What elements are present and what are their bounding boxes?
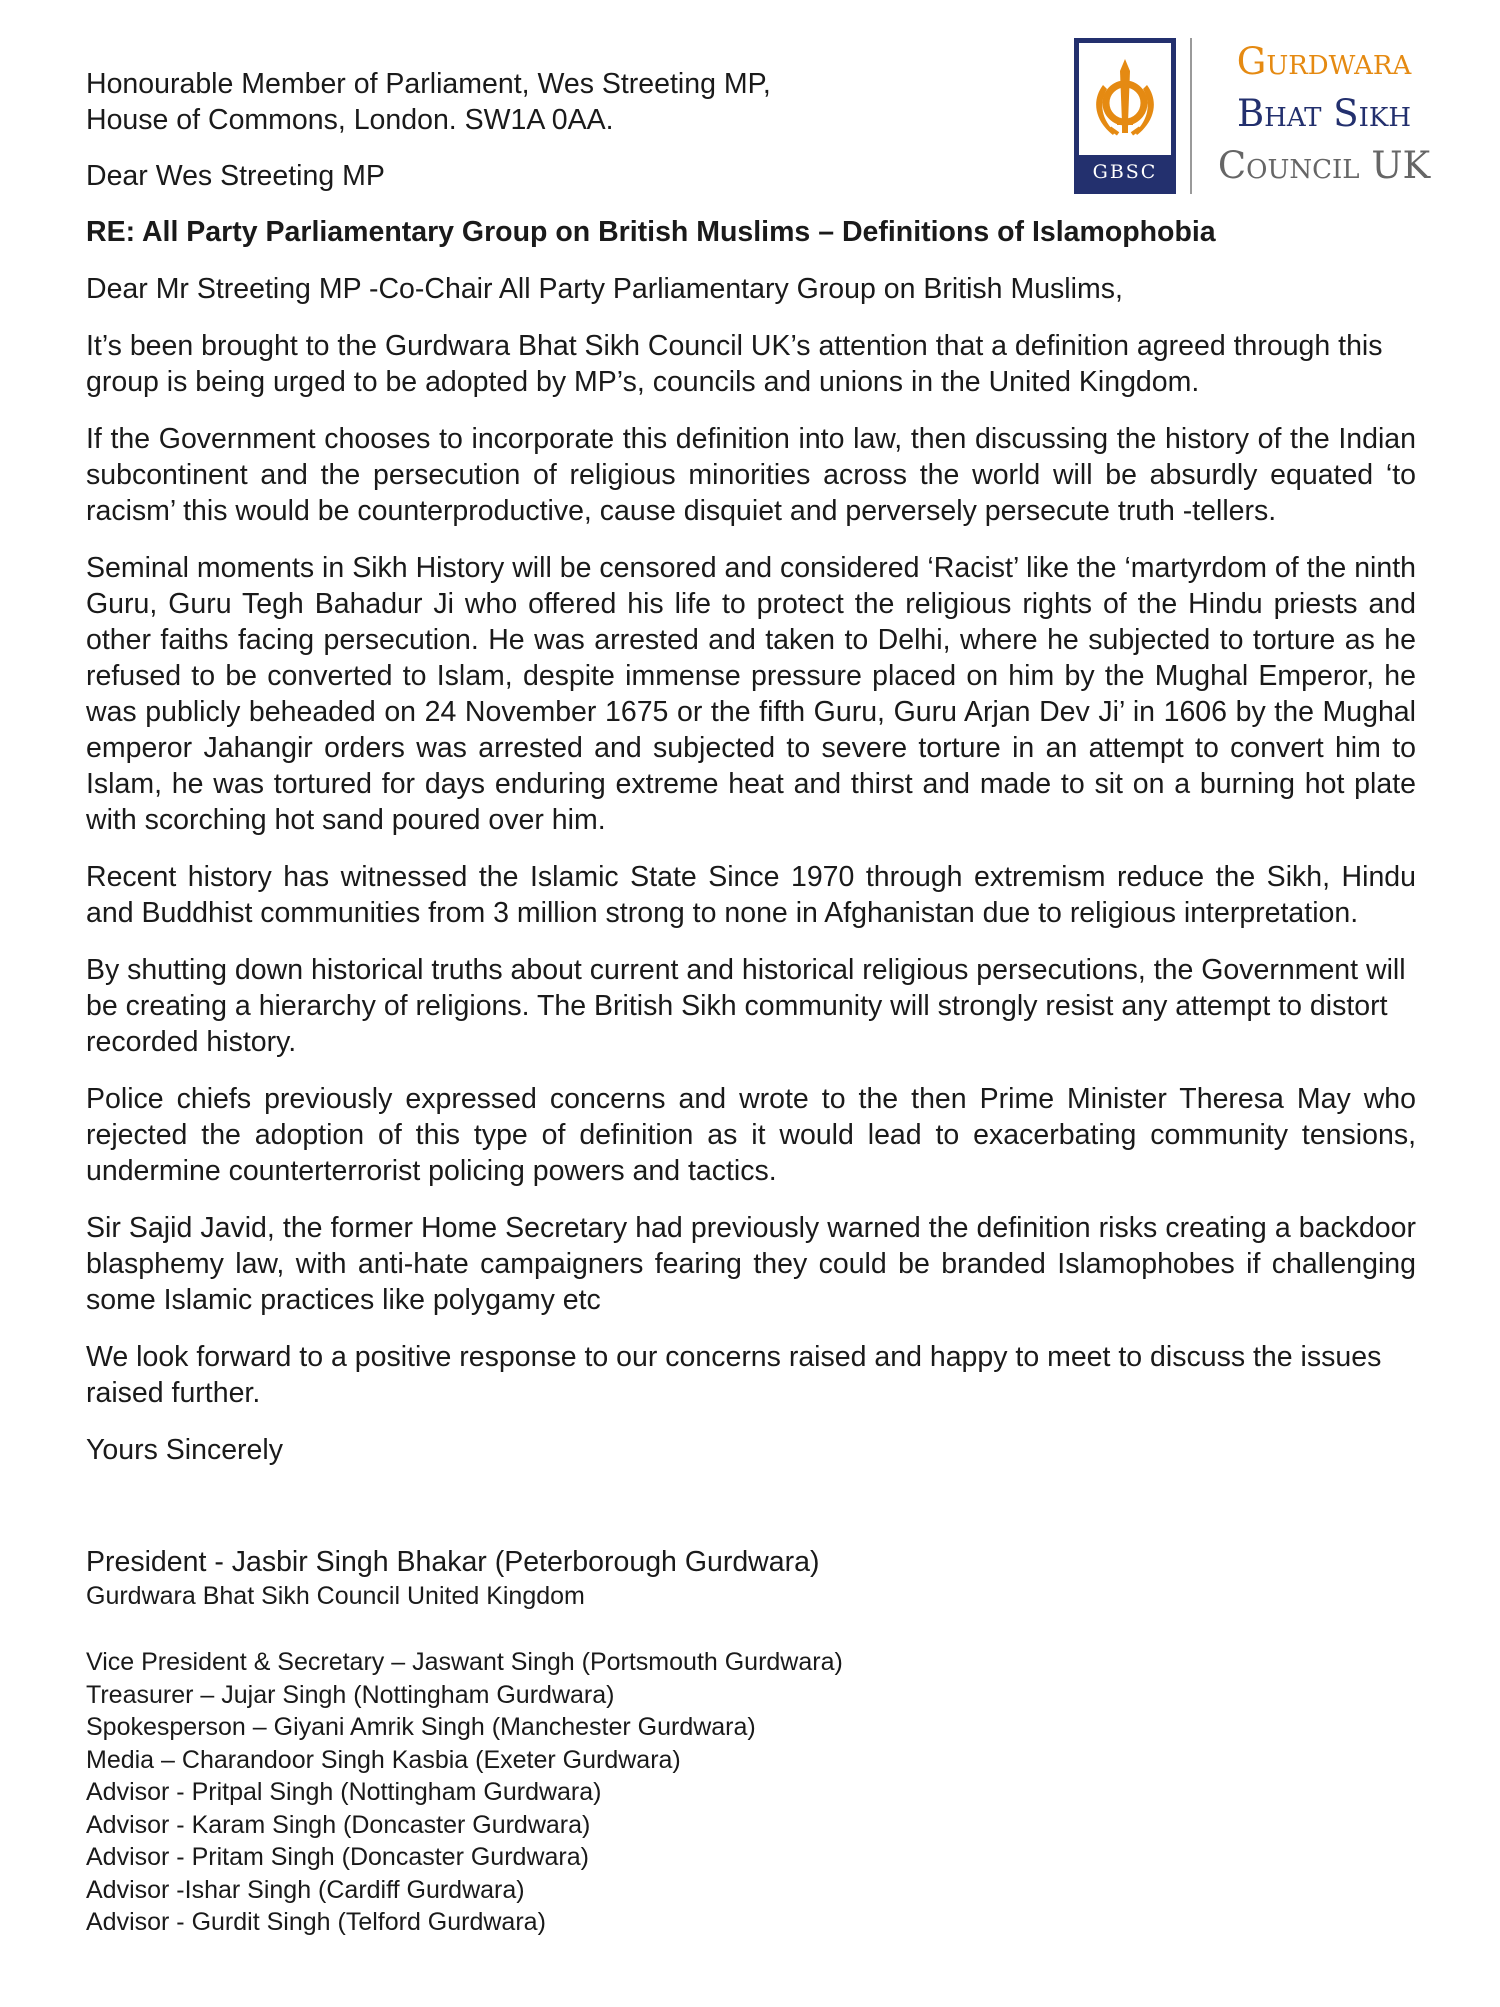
address-line: Honourable Member of Parliament, Wes Streeting MP, [86,68,771,100]
paragraph: Recent history has witnessed the Islamic State Since 1970 through extremism reduce the Sikh, Hindu and Buddhist communities from 3 million strong to none in Afghanistan due to religious interpretation. [86,861,1416,929]
signatory-president: President - Jasbir Singh Bhakar (Peterborough Gurdwara) [86,1546,820,1578]
signature-space [86,1468,1416,1544]
paragraph: We look forward to a positive response to our concerns raised and happy to meet to discuss the issues raised further. [86,1341,1382,1409]
address-line: House of Commons, London. SW1A 0AA. [86,104,614,136]
letter-body [86,66,1416,1939]
officer-entry: Media – Charandoor Singh Kasbia (Exeter Gurdwara) [86,1745,681,1774]
paragraph: Police chiefs previously expressed concerns and wrote to the then Prime Minister Theresa May who rejected the adoption of this type of definition as it would lead to exacerbating community tensions, undermine counterterrorist policing powers and tactics. [86,1083,1416,1187]
paragraph: By shutting down historical truths about current and historical religious persecutions, the Government will be creating a hierarchy of religions. The British Sikh community will strongly resist any attempt to distort recorded history. [86,954,1406,1058]
officer-entry: Vice President & Secretary – Jaswant Singh (Portsmouth Gurdwara) [86,1648,843,1676]
officer-entry: Advisor -Ishar Singh (Cardiff Gurdwara) [86,1875,525,1904]
officer-entry: Treasurer – Jujar Singh (Nottingham Gurdwara) [86,1680,615,1709]
paragraph: Sir Sajid Javid, the former Home Secretary had previously warned the definition risks creating a backdoor blasphemy law, with anti-hate campaigners fearing they could be branded Islamophobes if challenging some Islamic practices like polygamy etc [86,1212,1416,1316]
closing: Yours Sincerely [86,1434,283,1466]
officer-entry: Advisor - Pritpal Singh (Nottingham Gurdwara) [86,1778,602,1806]
paragraph: It’s been brought to the Gurdwara Bhat Sikh Council UK’s attention that a definition agreed through this group is being urged to be adopted by MP’s, councils and unions in the United Kingdom. [86,330,1383,398]
logo-line-gurdwara: Gurdwara [1236,40,1412,83]
logo-line-council-uk: Council UK [1217,144,1431,187]
officer-entry: Spokesperson – Giyani Amrik Singh (Manchester Gurdwara) [86,1713,756,1741]
organisation-name: Gurdwara Bhat Sikh Council United Kingdom [86,1582,585,1610]
officer-entry: Advisor - Pritam Singh (Doncaster Gurdwara) [86,1843,589,1871]
officer-entry: Advisor - Karam Singh (Doncaster Gurdwara) [86,1810,591,1839]
officer-entry: Advisor - Gurdit Singh (Telford Gurdwara) [86,1908,546,1936]
subject-line: RE: All Party Parliamentary Group on British Muslims – Definitions of Islamophobia [86,216,1216,248]
paragraph: If the Government chooses to incorporate this definition into law, then discussing the history of the Indian subcontinent and the persecution of religious minorities across the world will be absurdly equated ‘to racism’ this would be counterproductive, cause disquiet and perversely persecute truth -tellers. [86,423,1416,527]
greeting: Dear Mr Streeting MP -Co-Chair All Party Parliamentary Group on British Muslims, [86,273,1123,305]
logo-badge-acronym: GBSC [1079,155,1171,189]
salutation: Dear Wes Streeting MP [86,160,385,192]
paragraph: Seminal moments in Sikh History will be censored and considered ‘Racist’ like the ‘martyrdom of the ninth Guru, Guru Tegh Bahadur Ji who offered his life to protect the religious rights of the Hindu priests and other faiths facing persecution. He was arrested and taken to Delhi, where he subjected to torture as he refused to be converted to Islam, despite immense pressure placed on him by the Mughal Emperor, he was publicly beheaded on 24 November 1675 or the fifth Guru, Guru Arjan Dev Ji’ in 1606 by the Mughal emperor Jahangir orders was arrested and subjected to severe torture in an attempt to convert him to Islam, he was tortured for days enduring extreme heat and thirst and made to sit on a burning hot plate with scorching hot sand poured over him. [86,552,1416,836]
logo-line-bhat-sikh: Bhat Sikh [1236,92,1412,135]
officers-list [86,1646,1416,1939]
recipient-address [86,66,1416,138]
